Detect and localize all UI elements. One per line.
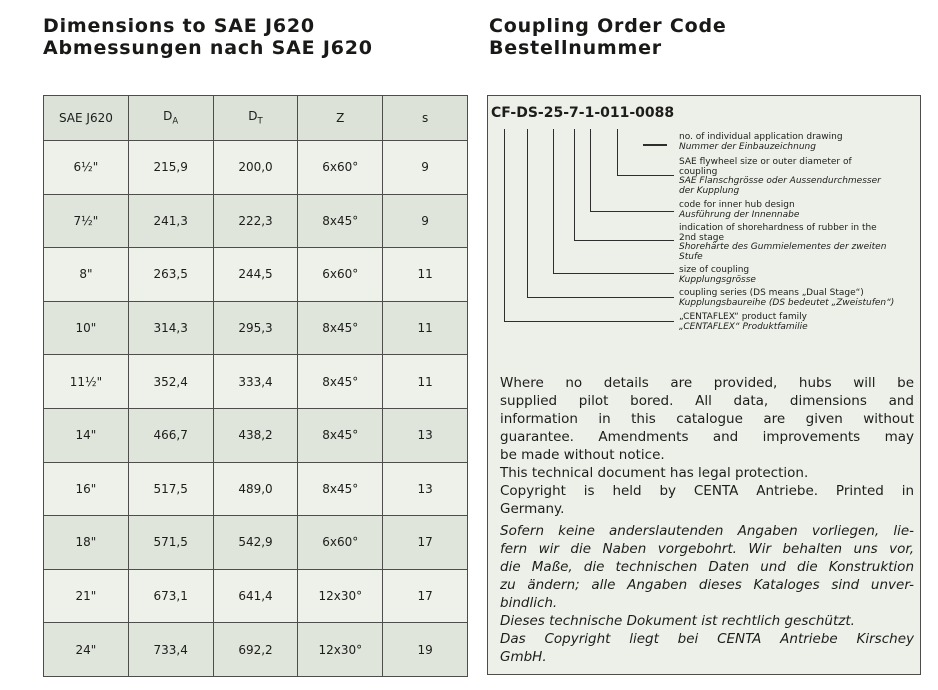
table-header-cell: Z [298,96,383,141]
table-cell: 24" [44,623,129,677]
table-body [44,141,468,677]
label-line-de: Stufe [679,251,703,262]
notes-english [500,374,914,518]
code-connector-dash [643,144,667,146]
code-connector-line [617,129,674,176]
order-code-label [679,266,756,285]
table-cell: 295,3 [213,301,298,355]
table-cell: 12x30° [298,569,383,623]
table-cell: 9 [383,194,468,248]
table-cell: 14" [44,408,129,462]
table-row [44,194,468,248]
order-code-label [679,224,886,262]
table-row [44,355,468,409]
note-line: Where no details are provided, hubs will be [500,375,914,391]
table-cell: 17 [383,569,468,623]
title-dimensions-de: Abmessungen nach SAE J620 [43,37,373,59]
table-row [44,623,468,677]
table-row [44,301,468,355]
table-cell: 11 [383,355,468,409]
order-code-label [679,313,808,332]
order-code-label [679,289,894,308]
note-line: GmbH. [500,649,547,665]
table-cell: 222,3 [213,194,298,248]
table-cell: 692,2 [213,623,298,677]
table-header-cell: SAE J620 [44,96,129,141]
table-header-cell: $D_T$ [213,96,298,141]
table-cell: 489,0 [213,462,298,516]
title-dimensions-en: Dimensions to SAE J620 [43,15,315,37]
table-cell: 8x45° [298,462,383,516]
label-line-de: „CENTAFLEX“ Produktfamilie [679,321,808,332]
table-header-row [44,96,468,141]
table-cell: 241,3 [128,194,213,248]
notes-german [500,522,914,666]
order-code-value: CF-DS-25-7-1-011-0088 [491,105,675,121]
note-line: guarantee. Amendments and improvements may [500,429,914,445]
table-cell: 10" [44,301,129,355]
table-cell: 7½" [44,194,129,248]
table-cell: 438,2 [213,408,298,462]
label-line-de: SAE Flanschgrösse oder Aussendurchmesser [679,176,881,186]
label-line-en: 2nd stage [679,232,724,243]
label-line-en: no. of individual application drawing [679,132,843,142]
table-cell: 466,7 [128,408,213,462]
note-line: die Maße, die technischen Daten und die Konstruktion [500,559,914,575]
note-line: Germany. [500,501,565,517]
note-line: This technical document has legal protection. [500,465,809,481]
note-line: bindlich. [500,595,558,611]
table-cell: 18" [44,516,129,570]
table-cell: 8" [44,248,129,302]
table-header-cell: s [383,96,468,141]
table-cell: 571,5 [128,516,213,570]
table-row [44,569,468,623]
order-code-label [679,158,881,196]
note-line: Dieses technische Dokument ist rechtlich geschützt. [500,613,855,629]
table-cell: 641,4 [213,569,298,623]
table-cell: 263,5 [128,248,213,302]
note-line: zu ändern; alle Angaben dieses Kataloges sind unver- [500,577,914,593]
table-cell: 8x45° [298,355,383,409]
table-cell: 8x45° [298,194,383,248]
note-line: Copyright is held by CENTA Antriebe. Printed in [500,483,914,499]
label-line-de: Shorehärte des Gummielementes der zweiten [679,242,887,252]
table-row [44,462,468,516]
table-cell: 200,0 [213,141,298,195]
section-title-order-code [489,15,727,59]
note-line: be made without notice. [500,447,665,463]
table-row [44,516,468,570]
label-line-de: Kupplungsgrösse [679,274,756,285]
section-title-dimensions [43,15,373,59]
table-cell: 13 [383,462,468,516]
table-header [44,96,468,141]
table-cell: 6x60° [298,141,383,195]
table-row [44,141,468,195]
table-cell: 542,9 [213,516,298,570]
table-cell: 6x60° [298,516,383,570]
sae-j620-dimensions-table [43,95,468,677]
table-cell: 21" [44,569,129,623]
label-line-de: Nummer der Einbauzeichnung [679,141,816,152]
label-line-en: „CENTAFLEX“ product family [679,312,807,322]
label-line-en: indication of shorehardness of rubber in the [679,223,877,233]
title-order-code-de: Bestellnummer [489,37,662,59]
label-line-en: coupling [679,166,718,177]
table-cell: 733,4 [128,623,213,677]
title-order-code-en: Coupling Order Code [489,15,727,37]
label-line-de: Ausführung der Innennabe [679,209,800,220]
note-line: supplied pilot bored. All data, dimensions and [500,393,914,409]
table-cell: 673,1 [128,569,213,623]
table-cell: 314,3 [128,301,213,355]
table-cell: 352,4 [128,355,213,409]
note-line: fern wir die Naben vorgebohrt. Wir behalten uns vor, [500,541,914,557]
label-line-de: Kupplungsbaureihe (DS bedeutet „Zweistufen“) [679,297,895,308]
table-cell: 13 [383,408,468,462]
table-cell: 517,5 [128,462,213,516]
table-cell: 215,9 [128,141,213,195]
label-line-en: SAE flywheel size or outer diameter of [679,157,852,167]
table-cell: 244,5 [213,248,298,302]
note-line: Sofern keine anderslautenden Angaben vorliegen, lie- [500,523,914,539]
label-line-en: coupling series (DS means „Dual Stage“) [679,288,864,298]
table-cell: 8x45° [298,408,383,462]
note-line: information in this catalogue are given without [500,411,914,427]
order-code-label [679,201,799,220]
table-cell: 8x45° [298,301,383,355]
table-cell: 19 [383,623,468,677]
table-cell: 6x60° [298,248,383,302]
order-code-box [487,95,921,675]
table-header-cell: $D_A$ [128,96,213,141]
table-cell: 333,4 [213,355,298,409]
table-row [44,408,468,462]
table-cell: 11 [383,301,468,355]
table-cell: 11 [383,248,468,302]
label-line-de: der Kupplung [679,185,740,196]
label-line-en: code for inner hub design [679,200,795,210]
label-line-en: size of coupling [679,265,750,275]
table-row [44,248,468,302]
order-code-label [679,133,843,152]
table-cell: 16" [44,462,129,516]
table-cell: 12x30° [298,623,383,677]
table-cell: 9 [383,141,468,195]
table-cell: 17 [383,516,468,570]
note-line: Das Copyright liegt bei CENTA Antriebe Kirschey [500,631,914,647]
table-cell: 11½" [44,355,129,409]
table-cell: 6½" [44,141,129,195]
